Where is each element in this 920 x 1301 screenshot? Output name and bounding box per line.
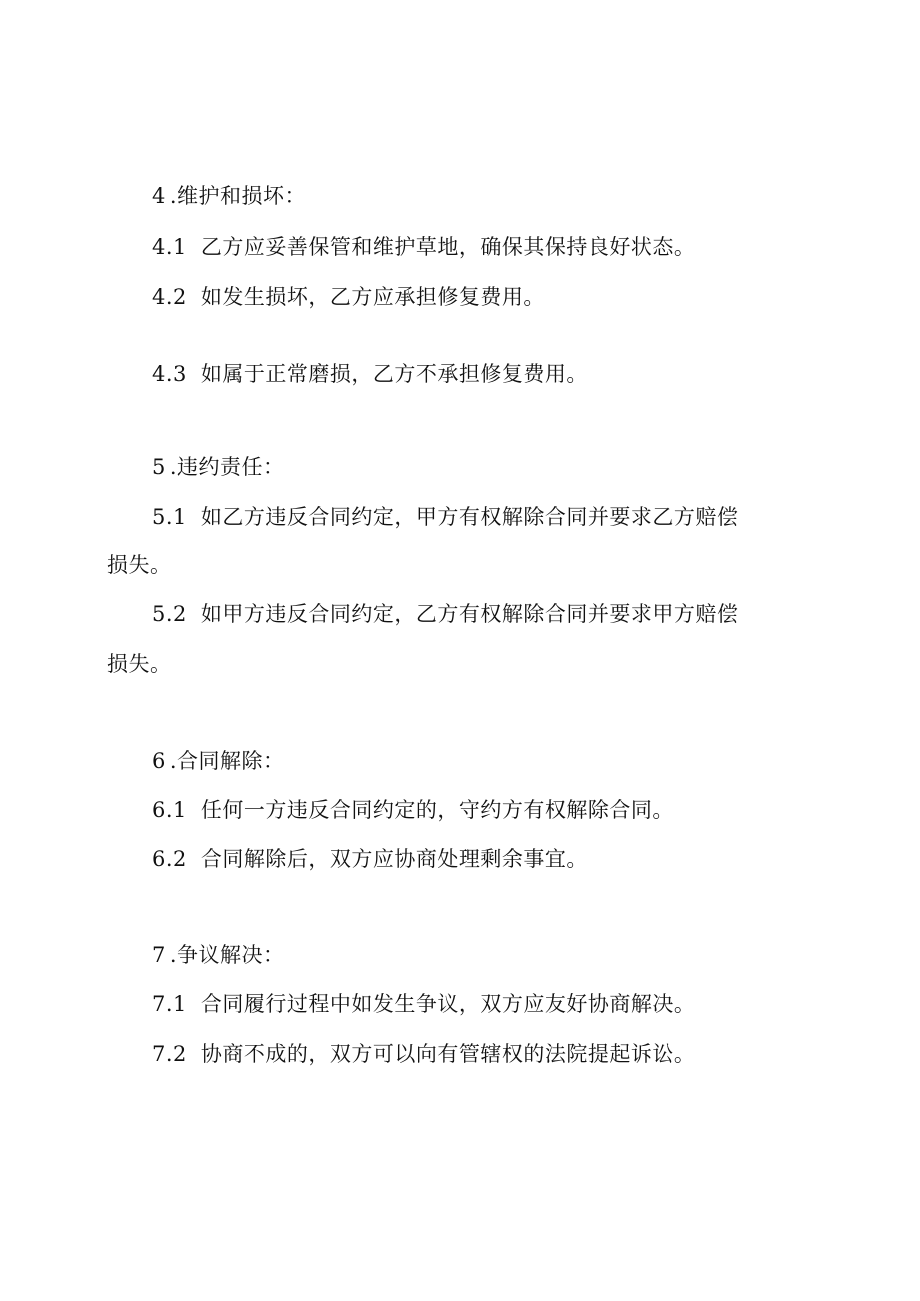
section-number: 4 [152, 184, 166, 208]
clause-text: 协商不成的，双方可以向有管辖权的法院提起诉讼。 [200, 1042, 696, 1066]
clause-4-2 [152, 284, 545, 310]
clause-7-2 [152, 1041, 695, 1067]
section-heading-5 [152, 454, 285, 480]
clause-number: 4.1 [152, 235, 187, 259]
clause-text: 任何一方违反合同约定的，守约方有权解除合同。 [200, 798, 674, 822]
section-number: 5 [152, 455, 166, 479]
section-heading-4 [152, 183, 306, 209]
clause-number: 5.1 [152, 505, 187, 529]
clause-5-2-continuation [107, 651, 172, 677]
section-number: 7 [152, 943, 166, 967]
clause-number: 6.1 [152, 798, 187, 822]
section-heading-7 [152, 942, 285, 968]
clause-text: 如发生损坏，乙方应承担修复费用。 [200, 285, 545, 309]
clause-number: 7.2 [152, 1042, 187, 1066]
section-title: .维护和损坏： [169, 184, 307, 208]
clause-6-1 [152, 797, 674, 823]
clause-text: 损失。 [107, 553, 172, 577]
clause-number: 4.3 [152, 362, 187, 386]
clause-number: 6.2 [152, 847, 187, 871]
section-heading-6 [152, 748, 285, 774]
clause-text: 损失。 [107, 652, 172, 676]
clause-number: 4.2 [152, 285, 187, 309]
clause-4-3 [152, 361, 588, 387]
clause-7-1 [152, 991, 695, 1017]
clause-text: 乙方应妥善保管和维护草地，确保其保持良好状态。 [200, 235, 696, 259]
clause-text: 如乙方违反合同约定，甲方有权解除合同并要求乙方赔偿 [200, 505, 739, 529]
clause-text: 如属于正常磨损，乙方不承担修复费用。 [200, 362, 588, 386]
clause-text: 合同履行过程中如发生争议，双方应友好协商解决。 [200, 992, 696, 1016]
section-title: .争议解决： [169, 943, 285, 967]
clause-5-2 [152, 601, 738, 627]
clause-6-2 [152, 846, 588, 872]
section-number: 6 [152, 749, 166, 773]
clause-text: 如甲方违反合同约定，乙方有权解除合同并要求甲方赔偿 [200, 602, 739, 626]
section-title: .违约责任： [169, 455, 285, 479]
clause-number: 5.2 [152, 602, 187, 626]
section-title: .合同解除： [169, 749, 285, 773]
clause-5-1-continuation [107, 552, 172, 578]
clause-number: 7.1 [152, 992, 187, 1016]
clause-4-1 [152, 234, 695, 260]
clause-text: 合同解除后，双方应协商处理剩余事宜。 [200, 847, 588, 871]
clause-5-1 [152, 504, 738, 530]
